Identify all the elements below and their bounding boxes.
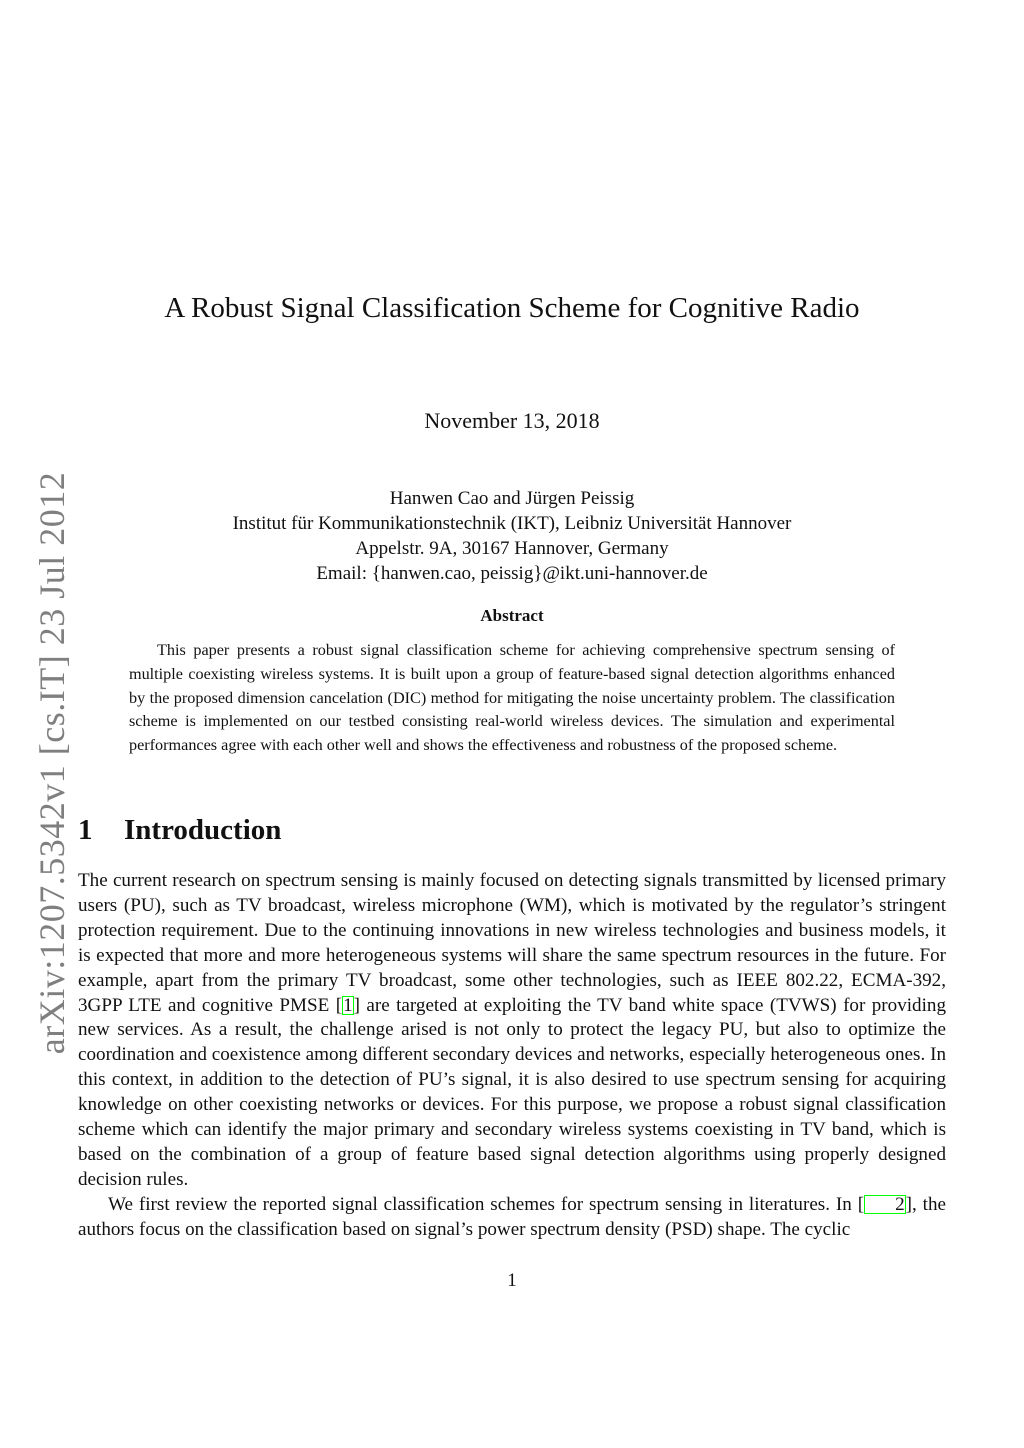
paragraph-1 xyxy=(78,869,946,1193)
paragraph-2-part-2: ], the authors focus on the classification based on signal’s power spectrum density (PSD) shape. The cyclic xyxy=(78,1193,947,1240)
paper-date: November 13, 2018 xyxy=(424,408,600,433)
author-names: Hanwen Cao and Jürgen Peissig xyxy=(389,488,635,509)
page-number: 1 xyxy=(507,1270,517,1291)
paper-title: A Robust Signal Classification Scheme for Cognitive Radio xyxy=(164,292,860,324)
abstract-heading: Abstract xyxy=(480,606,544,625)
author-email: Email: {hanwen.cao, peissig}@ikt.uni-hannover.de xyxy=(316,563,708,584)
citation-link-2[interactable]: 2 xyxy=(864,1195,906,1214)
introduction-body xyxy=(78,869,946,1243)
section-title: Introduction xyxy=(124,814,282,846)
arxiv-identifier-stamp: arXiv:1207.5342v1 [cs.IT] 23 Jul 2012 xyxy=(32,471,72,1055)
citation-link-1[interactable]: 1 xyxy=(343,994,353,1016)
paragraph-2 xyxy=(78,1193,946,1243)
paragraph-2-part-1: We first review the reported signal classification schemes for spectrum sensing in literatures. In [ xyxy=(108,1193,865,1215)
abstract-text: This paper presents a robust signal classification scheme for achieving comprehensive spectrum sensing of multiple coexisting wireless systems. It is built upon a group of feature-based signal detection algorithms enhanced by the proposed dimension cancelation (DIC) method for mitigating the noise uncertainty problem. The classification scheme is implemented on our testbed consisting real-world wireless devices. The simulation and experimental performances agree with each other well and shows the effectiveness and robustness of the proposed scheme. xyxy=(129,641,895,755)
author-address: Appelstr. 9A, 30167 Hannover, Germany xyxy=(355,538,669,559)
paragraph-1-part-2: ] are targeted at exploiting the TV band white space (TVWS) for providing new services. As a result, the challenge arised is not only to protect the legacy PU, but also to optimize the coordination and coexistence among different secondary devices and networks, especially heterogeneous ones. In this context, in addition to the detection of PU’s signal, it is also desired to use spectrum sensing for acquiring knowledge on other coexisting networks or devices. For this purpose, we propose a robust signal classification scheme which can identify the major primary and secondary wireless systems coexisting in TV band, which is based on the combination of a group of feature based signal detection algorithms using properly designed decision rules. xyxy=(78,994,946,1190)
section-heading-introduction xyxy=(78,814,281,847)
author-affiliation: Institut für Kommunikationstechnik (IKT), Leibniz Universität Hannover xyxy=(232,513,792,534)
author-block xyxy=(0,486,1024,586)
paragraph-1-part-1: The current research on spectrum sensing is mainly focused on detecting signals transmitted by licensed primary users (PU), such as TV broadcast, wireless microphone (WM), which is motivated by the regulator’s stringent protection requirement. Due to the continuing innovations in new wireless technologies and business models, it is expected that more and more heterogeneous systems will share the same spectrum resources in the future. For example, apart from the primary TV broadcast, some other technologies, such as IEEE 802.22, ECMA-392, 3GPP LTE and cognitive PMSE [ xyxy=(78,870,946,1016)
section-number: 1 xyxy=(78,814,93,846)
